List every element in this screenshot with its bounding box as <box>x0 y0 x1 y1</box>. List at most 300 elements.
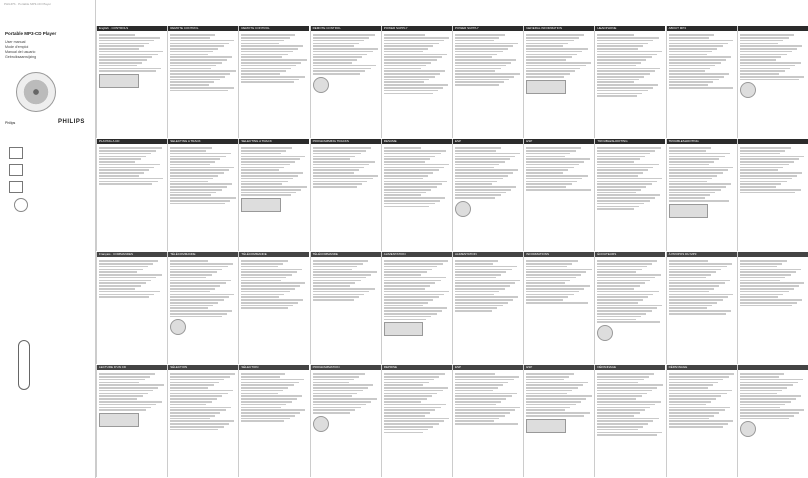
text-line <box>455 192 506 194</box>
text-line <box>740 305 792 307</box>
text-line <box>170 260 208 262</box>
text-line <box>669 164 709 166</box>
text-line <box>170 401 212 403</box>
text-line <box>740 153 780 155</box>
text-block <box>455 373 521 425</box>
text-line <box>669 407 730 409</box>
text-line <box>99 45 144 47</box>
text-line <box>170 299 223 301</box>
text-line <box>597 45 643 47</box>
text-line <box>526 34 584 36</box>
text-line <box>597 429 637 431</box>
text-line <box>99 401 162 403</box>
text-line <box>99 54 158 56</box>
text-line <box>526 150 576 152</box>
text-line <box>170 395 222 397</box>
text-line <box>526 158 589 160</box>
text-line <box>241 379 304 381</box>
text-line <box>597 409 645 411</box>
text-block <box>669 34 735 88</box>
illustration <box>99 413 139 427</box>
text-line <box>597 269 641 271</box>
text-line <box>669 269 722 271</box>
text-line <box>740 299 803 301</box>
text-line <box>669 401 711 403</box>
text-line <box>597 156 645 158</box>
panel-body <box>667 370 737 431</box>
text-line <box>241 183 282 185</box>
text-line <box>313 412 351 414</box>
text-line <box>170 54 208 56</box>
text-line <box>597 183 651 185</box>
text-line <box>740 271 796 273</box>
text-line <box>740 263 782 265</box>
text-line <box>99 282 146 284</box>
text-line <box>313 183 363 185</box>
text-line <box>597 181 656 183</box>
text-line <box>170 393 227 395</box>
text-line <box>740 398 796 400</box>
text-line <box>597 407 650 409</box>
text-block <box>597 147 663 210</box>
text-line <box>526 169 568 171</box>
text-line <box>740 384 793 386</box>
text-line <box>597 434 656 436</box>
text-line <box>99 62 142 64</box>
text-line <box>669 178 713 180</box>
cover-language: Mode d'emploi <box>5 45 29 49</box>
cover-title: Portable MP3-CD Player <box>5 31 57 36</box>
text-line <box>384 412 430 414</box>
panel-header: SÉLECTION <box>168 365 238 370</box>
text-line <box>313 70 366 72</box>
recycle-icon <box>14 198 28 212</box>
text-line <box>526 178 582 180</box>
text-line <box>455 291 499 293</box>
text-line <box>526 299 563 301</box>
text-block <box>740 34 806 80</box>
panel-header: À PROPOS DU MP3 <box>667 252 737 257</box>
manual-panel <box>594 139 665 251</box>
manual-panel <box>238 365 309 477</box>
text-line <box>384 266 437 268</box>
text-line <box>597 81 633 83</box>
text-line <box>170 379 224 381</box>
text-line <box>597 379 643 381</box>
text-line <box>526 186 566 188</box>
manual-panel <box>594 365 665 477</box>
text-block <box>455 260 521 312</box>
panel-header: REMOTE CONTROL <box>168 26 238 31</box>
text-line <box>669 418 709 420</box>
text-line <box>170 423 229 425</box>
text-line <box>455 282 515 284</box>
text-line <box>313 169 359 171</box>
compliance-symbols <box>9 147 33 198</box>
text-line <box>313 285 351 287</box>
text-line <box>313 288 375 290</box>
text-line <box>99 260 158 262</box>
panel-body <box>524 370 594 437</box>
text-line <box>241 404 286 406</box>
text-line <box>740 288 794 290</box>
text-line <box>455 167 494 169</box>
panel-body <box>453 370 523 428</box>
cover-brand-small: Philips <box>5 121 16 125</box>
text-line <box>669 384 713 386</box>
text-line <box>669 409 725 411</box>
text-block <box>313 373 379 414</box>
text-block <box>313 34 379 75</box>
manual-panel <box>666 26 737 138</box>
text-line <box>740 418 789 420</box>
text-line <box>669 56 732 58</box>
text-line <box>669 54 707 56</box>
text-line <box>241 59 306 61</box>
text-line <box>170 76 225 78</box>
text-line <box>455 420 494 422</box>
text-line <box>669 169 728 171</box>
text-line <box>313 156 356 158</box>
text-line <box>313 274 372 276</box>
text-line <box>526 398 586 400</box>
text-line <box>526 263 572 265</box>
text-line <box>597 95 637 97</box>
text-line <box>241 62 301 64</box>
text-line <box>241 409 305 411</box>
text-line <box>526 51 582 53</box>
text-line <box>455 382 508 384</box>
text-line <box>384 288 425 290</box>
text-line <box>99 153 151 155</box>
panel-header: ALIMENTATION <box>382 252 452 257</box>
text-line <box>241 274 291 276</box>
text-line <box>740 376 779 378</box>
text-line <box>170 87 233 89</box>
text-line <box>526 172 563 174</box>
text-line <box>526 395 591 397</box>
text-line <box>241 156 305 158</box>
text-line <box>170 59 227 61</box>
text-line <box>669 307 707 309</box>
text-line <box>99 183 152 185</box>
text-line <box>313 178 373 180</box>
panel-header: REPRISE <box>382 365 452 370</box>
text-line <box>170 373 235 375</box>
text-line <box>170 390 233 392</box>
text-line <box>241 169 279 171</box>
text-line <box>669 395 722 397</box>
text-line <box>99 56 152 58</box>
cd-player-image <box>16 72 56 112</box>
text-line <box>170 382 219 384</box>
text-line <box>313 175 378 177</box>
text-line <box>384 79 430 81</box>
text-line <box>597 274 660 276</box>
text-line <box>313 393 358 395</box>
text-line <box>241 192 296 194</box>
text-line <box>740 45 803 47</box>
panel-header: INFORMATIONS <box>524 252 594 257</box>
text-line <box>669 40 734 42</box>
text-line <box>597 404 655 406</box>
text-line <box>526 40 574 42</box>
text-line <box>313 54 368 56</box>
text-line <box>384 153 441 155</box>
text-line <box>99 175 139 177</box>
illustration <box>526 419 566 433</box>
text-line <box>313 161 375 163</box>
text-line <box>384 373 445 375</box>
text-line <box>740 59 776 61</box>
text-line <box>241 45 303 47</box>
text-line <box>740 48 797 50</box>
text-line <box>597 296 648 298</box>
text-line <box>455 68 501 70</box>
text-line <box>170 192 216 194</box>
text-line <box>455 384 503 386</box>
text-line <box>669 404 706 406</box>
text-line <box>740 40 784 42</box>
text-line <box>170 181 208 183</box>
text-line <box>669 423 728 425</box>
manual-panel <box>452 365 523 477</box>
manual-panel <box>167 252 238 364</box>
text-line <box>526 412 589 414</box>
text-line <box>455 376 519 378</box>
text-line <box>99 181 158 183</box>
text-line <box>170 167 234 169</box>
text-line <box>241 420 284 422</box>
text-line <box>597 43 648 45</box>
text-block <box>597 34 663 97</box>
text-line <box>669 181 707 183</box>
illustration <box>740 421 756 437</box>
text-line <box>170 420 234 422</box>
text-block <box>170 34 236 91</box>
text-line <box>313 373 365 375</box>
text-line <box>170 296 229 298</box>
illustration <box>313 77 329 93</box>
text-line <box>526 156 565 158</box>
panel-body <box>595 144 665 213</box>
text-line <box>669 59 726 61</box>
text-line <box>241 418 289 420</box>
text-line <box>170 409 225 411</box>
text-line <box>597 432 662 434</box>
text-line <box>597 194 660 196</box>
text-line <box>170 280 231 282</box>
text-line <box>740 379 803 381</box>
illustration <box>455 201 471 217</box>
text-line <box>597 76 644 78</box>
text-line <box>597 418 658 420</box>
text-line <box>241 260 288 262</box>
text-line <box>241 387 288 389</box>
text-line <box>597 282 645 284</box>
text-line <box>241 70 285 72</box>
text-line <box>740 70 785 72</box>
text-line <box>597 200 649 202</box>
text-line <box>455 302 508 304</box>
text-line <box>597 206 639 208</box>
text-line <box>669 156 725 158</box>
text-line <box>455 158 510 160</box>
text-line <box>597 420 653 422</box>
text-line <box>597 277 655 279</box>
text-line <box>597 208 633 210</box>
text-line <box>669 43 728 45</box>
text-line <box>597 393 647 395</box>
text-line <box>384 76 435 78</box>
illustration <box>170 319 186 335</box>
panel-header: TROUBLESHOOTING <box>595 139 665 144</box>
text-line <box>170 156 225 158</box>
text-line <box>669 167 734 169</box>
text-line <box>740 54 787 56</box>
text-line <box>740 164 789 166</box>
text-line <box>740 294 784 296</box>
cover-language: User manual <box>5 40 26 44</box>
text-line <box>384 296 439 298</box>
text-block <box>170 373 236 430</box>
text-line <box>99 172 144 174</box>
text-line <box>241 269 302 271</box>
text-line <box>740 65 795 67</box>
text-line <box>526 302 587 304</box>
text-line <box>526 379 564 381</box>
text-line <box>526 70 575 72</box>
text-line <box>455 263 493 265</box>
text-line <box>669 420 734 422</box>
text-line <box>241 285 300 287</box>
text-line <box>526 266 567 268</box>
text-line <box>597 87 652 89</box>
manual-panel <box>523 26 594 138</box>
manual-panel <box>96 252 167 364</box>
text-line <box>384 169 439 171</box>
text-line <box>313 379 355 381</box>
text-block <box>740 373 806 419</box>
text-line <box>669 45 723 47</box>
text-line <box>669 37 709 39</box>
text-line <box>384 401 422 403</box>
text-line <box>669 274 711 276</box>
cover-language: Manual del usuario <box>5 50 36 54</box>
text-line <box>597 56 651 58</box>
text-line <box>384 282 435 284</box>
text-line <box>455 81 504 83</box>
text-line <box>740 282 805 284</box>
text-line <box>669 390 732 392</box>
text-block <box>241 373 307 422</box>
text-line <box>597 203 644 205</box>
manual-panel <box>310 252 381 364</box>
text-line <box>241 34 294 36</box>
laser-warning-icon <box>9 164 23 176</box>
manual-panel <box>167 365 238 477</box>
panel-header: TROUBLESHOOTING <box>667 139 737 144</box>
text-line <box>526 45 563 47</box>
text-line <box>313 409 356 411</box>
text-line <box>384 194 421 196</box>
text-line <box>313 73 361 75</box>
text-line <box>313 45 354 47</box>
text-line <box>740 56 782 58</box>
text-line <box>170 412 220 414</box>
text-line <box>597 390 652 392</box>
text-line <box>313 56 363 58</box>
text-line <box>740 407 780 409</box>
text-line <box>313 48 378 50</box>
text-line <box>170 387 208 389</box>
text-line <box>455 54 497 56</box>
print-topline: PHILIPS · Portable MP3-CD Player <box>4 2 52 6</box>
panel-body <box>168 144 238 208</box>
text-line <box>740 373 784 375</box>
cover-panel <box>0 0 96 478</box>
text-line <box>99 169 149 171</box>
text-line <box>597 271 636 273</box>
text-line <box>99 147 162 149</box>
text-line <box>455 398 506 400</box>
text-line <box>170 426 223 428</box>
text-line <box>384 429 428 431</box>
text-line <box>455 73 520 75</box>
text-line <box>669 65 716 67</box>
text-line <box>455 395 512 397</box>
text-line <box>170 186 227 188</box>
text-line <box>241 178 292 180</box>
text-block <box>455 34 521 86</box>
text-line <box>526 65 585 67</box>
text-line <box>526 153 570 155</box>
text-line <box>740 167 784 169</box>
text-line <box>740 183 782 185</box>
text-line <box>455 40 494 42</box>
text-block <box>170 260 236 317</box>
panel-header: DÉPANNAGE <box>667 365 737 370</box>
text-line <box>170 384 214 386</box>
text-line <box>740 161 794 163</box>
text-line <box>597 423 648 425</box>
text-line <box>170 164 210 166</box>
text-line <box>455 404 496 406</box>
text-line <box>597 376 648 378</box>
text-line <box>170 291 210 293</box>
text-line <box>170 418 210 420</box>
panel-header: ÉCOUTEURS <box>595 252 665 257</box>
text-line <box>170 194 211 196</box>
text-line <box>241 282 305 284</box>
text-line <box>526 407 570 409</box>
text-line <box>99 43 149 45</box>
text-line <box>597 307 656 309</box>
text-line <box>526 147 581 149</box>
text-line <box>241 158 300 160</box>
text-line <box>455 150 496 152</box>
text-line <box>740 79 799 81</box>
text-line <box>455 147 501 149</box>
text-line <box>740 169 778 171</box>
text-line <box>455 45 513 47</box>
text-line <box>669 87 733 89</box>
text-line <box>669 68 711 70</box>
text-line <box>170 84 209 86</box>
text-block <box>384 260 450 320</box>
text-line <box>384 90 438 92</box>
text-line <box>455 415 505 417</box>
